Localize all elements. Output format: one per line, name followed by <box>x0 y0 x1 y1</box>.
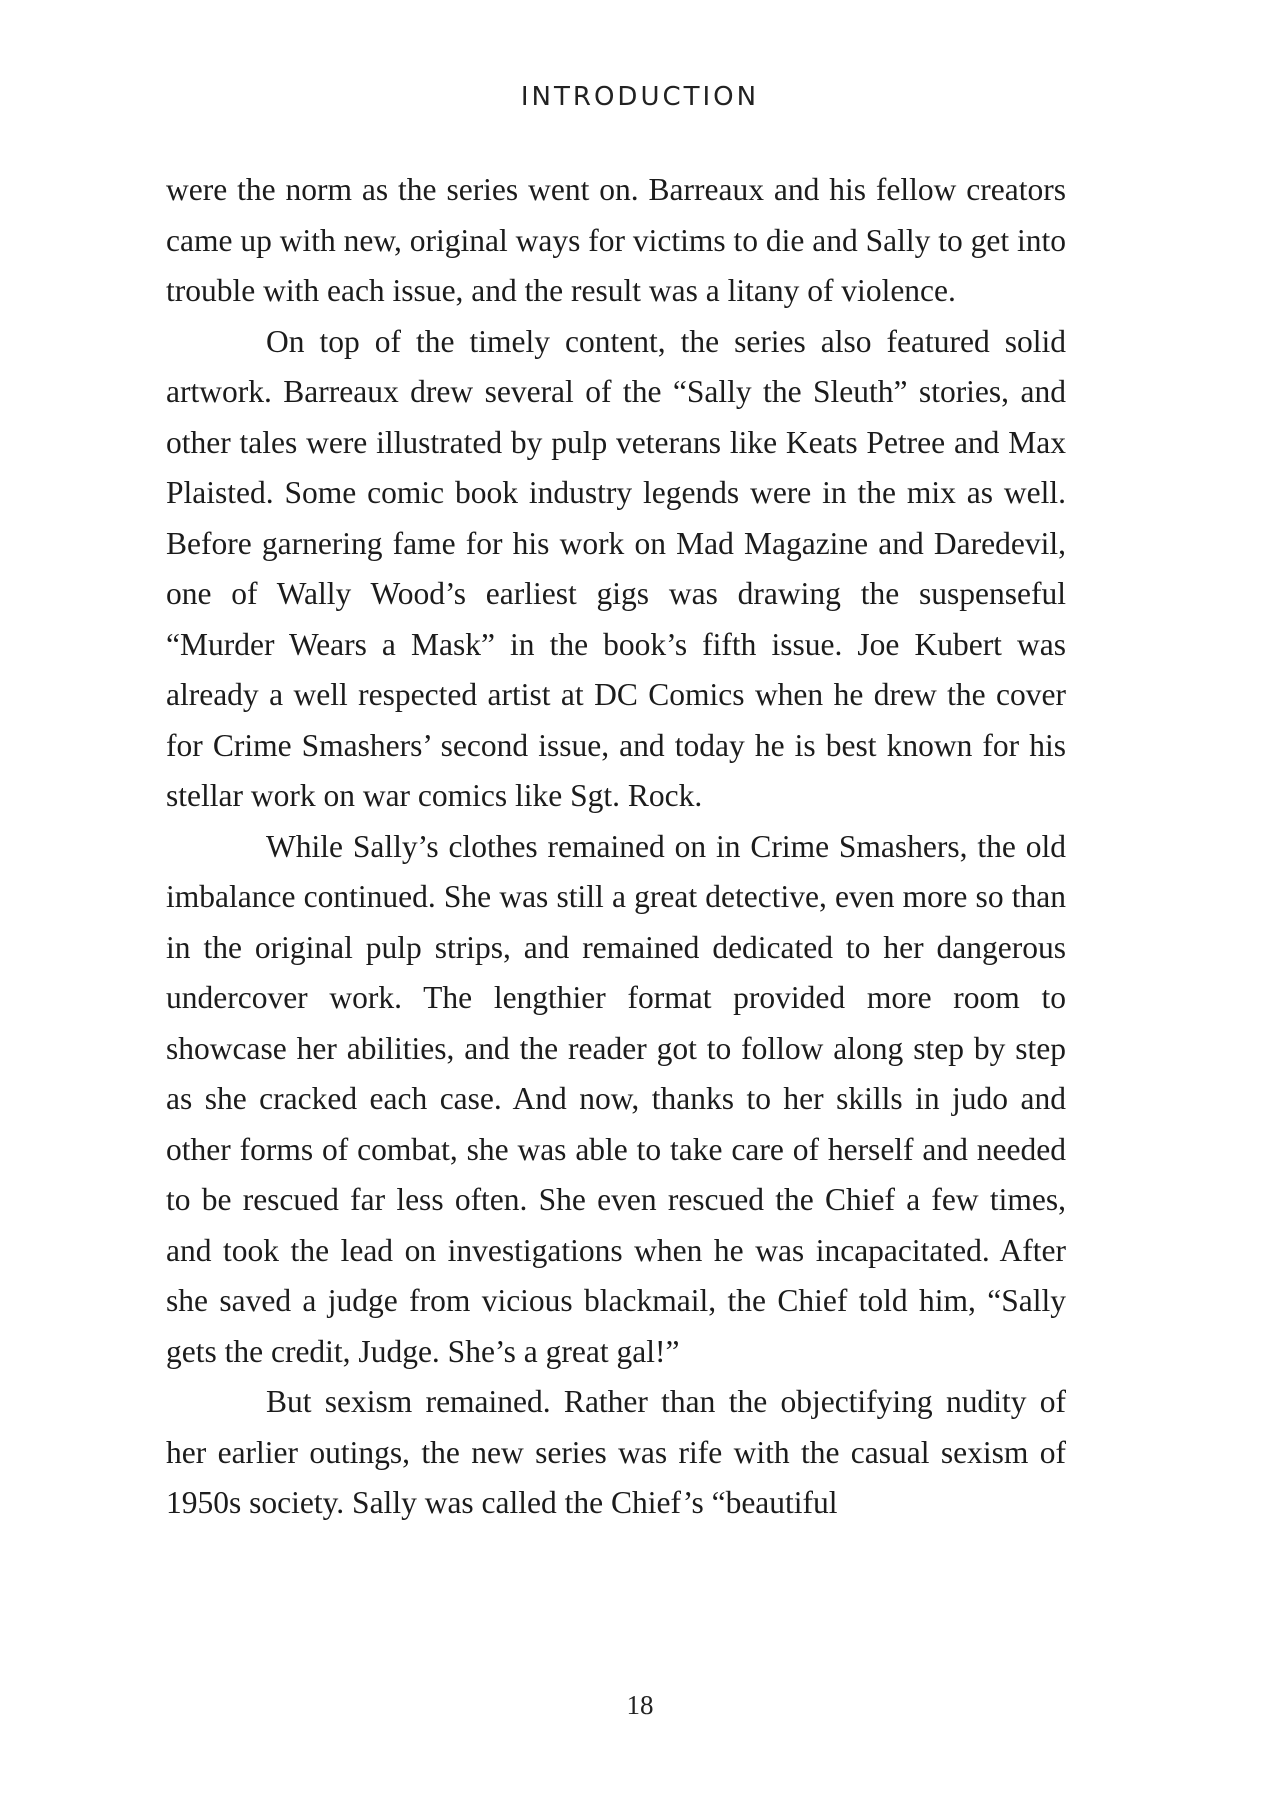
paragraph-imbalance: While Sally’s clothes remained on in Crime Smashers, the old imbalance continued. She was still a great detective, even more so than in the original pulp strips, and remained dedicated to her dangerous undercover work. The lengthier format provided more room to showcase her abilities, and the reader got to follow along step by step as she cracked each case. And now, thanks to her skills in judo and other forms of combat, she was able to take care of herself and needed to be rescued far less often. She even rescued the Chief a few times, and took the lead on investigations when he was incapacitated. After she saved a judge from vicious blackmail, the Chief told him, “Sally gets the credit, Judge. She’s a great gal!” <box>166 828 1066 1369</box>
page-number: 18 <box>626 1690 654 1720</box>
paragraph-sexism: But sexism remained. Rather than the objectifying nudity of her earlier outings, the new series was rife with the casual sexism of 1950s society. Sally was called the Chief’s “beautiful <box>166 1384 1066 1520</box>
body-text <box>166 165 1066 1529</box>
paragraph-artwork: On top of the timely content, the series also featured solid artwork. Barreaux drew several of the “Sally the Sleuth” stories, and other tales were illustrated by pulp veterans like Keats Petree and Max Plaisted. Some comic book industry legends were in the mix as well. Before garnering fame for his work on Mad Magazine and Daredevil, one of Wally Wood’s earliest gigs was drawing the suspenseful “Murder Wears a Mask” in the book’s fifth issue. Joe Kubert was already a well respected artist at DC Comics when he drew the cover for Crime Smashers’ second issue, and today he is best known for his stellar work on war comics like Sgt. Rock. <box>166 323 1066 813</box>
paragraph-continued: were the norm as the series went on. Barreaux and his fellow creators came up with new, original ways for victims to die and Sally to get into trouble with each issue, and the result was a litany of violence. <box>166 172 1066 308</box>
running-head: INTRODUCTION <box>520 82 760 112</box>
